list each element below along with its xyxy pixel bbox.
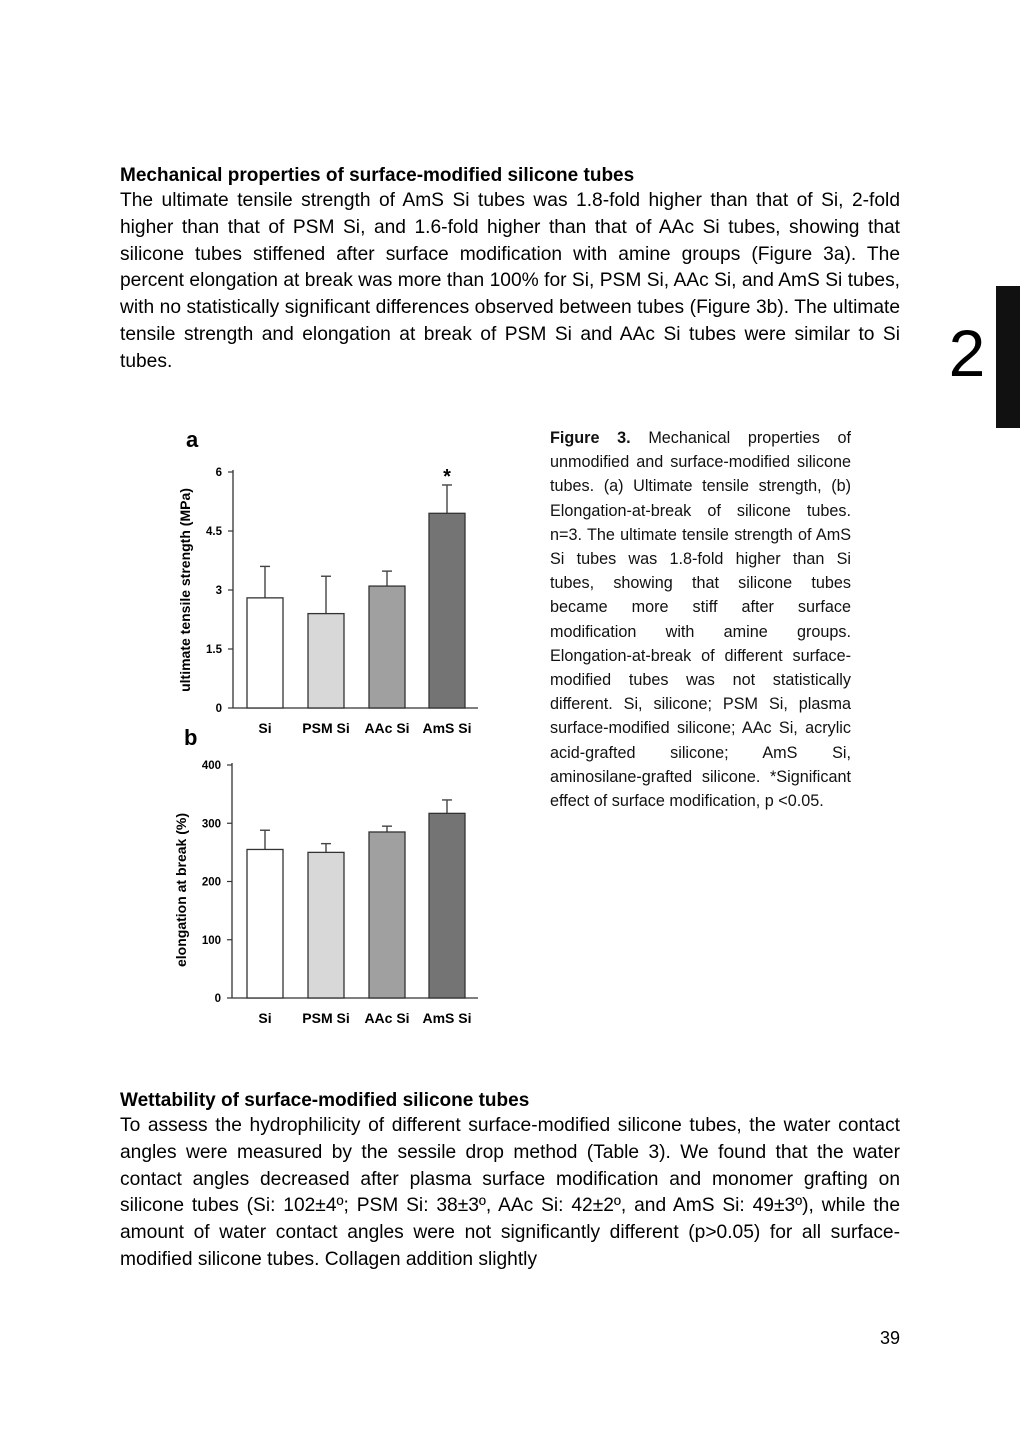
y-tick-label: 3	[215, 585, 222, 597]
bar-aac-si	[369, 586, 405, 708]
significance-star: *	[443, 465, 451, 488]
y-axis-label: elongation at break (%)	[173, 812, 189, 968]
y-tick-label: 100	[201, 934, 221, 947]
y-tick-label: 0	[214, 993, 221, 1005]
x-category-label: AmS Si	[422, 1010, 472, 1026]
figure-caption-text: Mechanical properties of unmodified and surface-modified silicone tubes. (a) Ultimate tensile strength, (b) Elongation-at-break of silicone tubes. n=3. The ultimate tensile strength of AmS Si tubes was 1.8-fold higher than Si tubes, showing that silicone tubes became more stiff after surface modification with amine groups. Elongation-at-break of different surface-modified tubes was not statistically different. Si, silicone; PSM Si, plasma surface-modified silicone; AAc Si, acrylic acid-grafted silicone; AmS Si, aminosilane-grafted silicone. *Significant effect of surface modification, p <0.05.	[550, 429, 852, 811]
y-tick-label: 6	[215, 467, 222, 479]
bar-psm-si	[308, 614, 344, 708]
panel-letter: b	[184, 725, 198, 750]
paragraph-mechanical: The ultimate tensile strength of AmS Si tubes was 1.8-fold higher than that of Si, 2-fold higher than that of PSM Si, and 1.6-fold higher than that of AAc Si tubes, showing that silicone tubes stiffened after surface modification with amine groups (Figure 3a). The percent elongation at break was more than 100% for Si, PSM Si, AAc Si, and AmS Si tubes, with no statistically significant differences observed between tubes (Figure 3b). The ultimate tensile strength and elongation at break of PSM Si and AAc Si tubes were similar to Si tubes.	[120, 190, 900, 372]
y-tick-label: 400	[201, 760, 221, 772]
bar-ams-si	[429, 813, 465, 998]
page-number: 39	[879, 1328, 900, 1348]
chart-panel-a	[177, 427, 478, 736]
section-heading-mechanical: Mechanical properties of surface-modified silicone tubes	[120, 165, 635, 186]
y-axis-label: ultimate tensile strength (MPa)	[177, 488, 193, 692]
x-category-label: Si	[258, 720, 272, 736]
y-tick-label: 4.5	[206, 526, 222, 538]
panel-letter: a	[186, 427, 199, 452]
x-category-label: AAc Si	[364, 1010, 410, 1026]
x-category-label: AAc Si	[364, 720, 410, 736]
chart-panel-b	[173, 725, 478, 1026]
figure-caption	[550, 426, 851, 813]
bar-si	[247, 598, 283, 708]
bar-psm-si	[308, 852, 344, 998]
x-category-label: PSM Si	[302, 1010, 350, 1026]
bar-si	[247, 849, 283, 998]
figure-caption-lead: Figure 3.	[550, 429, 631, 447]
y-tick-label: 1.5	[206, 644, 222, 656]
bar-aac-si	[369, 832, 405, 998]
section-heading-wettability: Wettability of surface-modified silicone tubes	[120, 1090, 530, 1111]
paragraph-wettability: To assess the hydrophilicity of different surface-modified silicone tubes, the water contact angles were measured by the sessile drop method (Table 3). We found that the water contact angles decreased after plasma surface modification and monomer grafting on silicone tubes (Si: 102±4º; PSM Si: 38±3º, AAc Si: 42±2º, and AmS Si: 49±3º), while the amount of water contact angles were not significantly different (p>0.05) for all surface-modified silicone tubes. Collagen addition slightly	[120, 1115, 900, 1270]
bar-ams-si	[429, 513, 465, 708]
x-category-label: AmS Si	[422, 720, 472, 736]
y-tick-label: 0	[215, 703, 222, 715]
y-tick-label: 200	[201, 876, 221, 889]
x-category-label: Si	[258, 1010, 272, 1026]
chapter-tab-number: 2	[948, 316, 986, 390]
y-tick-label: 300	[201, 818, 221, 831]
x-category-label: PSM Si	[302, 720, 350, 736]
